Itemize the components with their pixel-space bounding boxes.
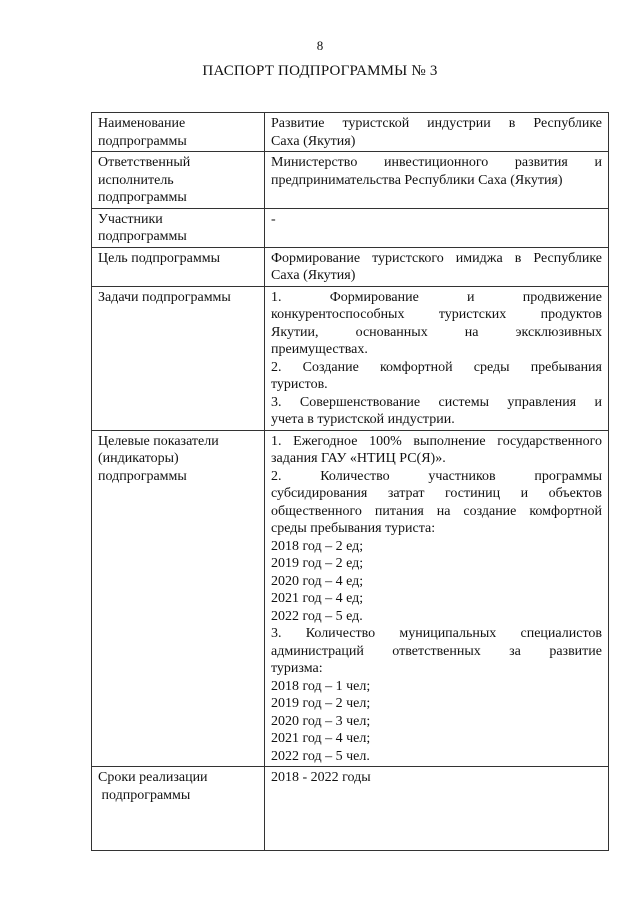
page-number: 8 (316, 38, 324, 53)
label-name (92, 113, 265, 152)
row-terms (92, 767, 609, 851)
label-line: Цель подпрограммы (98, 250, 220, 266)
value-line: 2. Создание комфортной среды пребывания (271, 359, 602, 375)
label-line: подпрограммы (98, 190, 187, 205)
label-indicators (92, 430, 265, 767)
value-line: Министерство инвестиционного развития и (271, 155, 602, 170)
row-tasks (92, 286, 609, 430)
label-line: Наименование (98, 116, 186, 131)
label-line: Сроки реализации (98, 770, 208, 785)
value-line: 2022 год – 5 чел. (271, 748, 370, 764)
value-line: Формирование туристского имиджа в Республике (271, 250, 602, 266)
value-line: субсидирования затрат гостиниц и объектов (271, 486, 602, 501)
value-line: учета в туристской индустрии. (271, 412, 455, 427)
label-line: подпрограммы (98, 133, 187, 149)
value-line: 2021 год – 4 чел; (271, 731, 371, 746)
value-line: 2018 год – 1 чел; (271, 678, 371, 694)
value-participants (265, 208, 609, 247)
passport-table (91, 112, 609, 851)
label-participants (92, 208, 265, 247)
value-line: Саха (Якутия) (271, 133, 356, 149)
label-line: Участники (98, 211, 163, 227)
value-line: среды пребывания туриста: (271, 521, 436, 536)
value-line: 2. Количество участников программы (271, 468, 602, 484)
label-terms (92, 767, 265, 851)
label-goal (92, 247, 265, 286)
value-line: Якутии, основанных на эксклюзивных (271, 324, 602, 340)
label-line: Целевые показатели (98, 433, 219, 449)
value-line: 3. Количество муниципальных специалистов (271, 626, 602, 641)
label-line: подпрограммы (98, 468, 187, 484)
row-name (92, 113, 609, 152)
value-line: 2020 год – 3 чел; (271, 713, 371, 729)
value-line: туризма: (271, 661, 323, 676)
value-line: 1. Формирование и продвижение (271, 289, 602, 305)
value-goal (265, 247, 609, 286)
value-line: Развитие туристской индустрии в Республике (271, 116, 602, 131)
value-line: 2021 год – 4 ед; (271, 591, 364, 606)
value-tasks (265, 286, 609, 430)
row-goal (92, 247, 609, 286)
value-indicators (265, 430, 609, 767)
value-line: 2019 год – 2 чел; (271, 696, 371, 711)
value-executor (265, 152, 609, 209)
value-line: общественного питания на создание комфортной (271, 503, 602, 519)
label-line: (индикаторы) (98, 451, 179, 466)
value-line: 2020 год – 4 ед; (271, 573, 364, 589)
label-tasks (92, 286, 265, 430)
label-line: исполнитель (98, 172, 174, 188)
row-participants (92, 208, 609, 247)
value-line: туристов. (271, 377, 328, 392)
value-line: администраций ответственных за развитие (271, 643, 602, 659)
value-line: 1. Ежегодное 100% выполнение государственного (271, 433, 602, 449)
value-line: 3. Совершенствование системы управления и (271, 394, 602, 410)
value-line: предпринимательства Республики Саха (Якутия) (271, 172, 563, 188)
label-executor (92, 152, 265, 209)
label-line: Ответственный (98, 155, 191, 170)
value-line: 2018 - 2022 годы (271, 770, 371, 785)
value-dash: - (271, 211, 276, 227)
value-line: 2018 год – 2 ед; (271, 538, 364, 554)
value-line: 2019 год – 2 ед; (271, 556, 364, 571)
value-line: конкурентоспособных туристских продуктов (271, 307, 602, 322)
label-line: Задачи подпрограммы (98, 289, 231, 305)
document-title: ПАСПОРТ ПОДПРОГРАММЫ № 3 (202, 63, 438, 79)
value-line: задания ГАУ «НТИЦ РС(Я)». (271, 451, 446, 466)
row-indicators (92, 430, 609, 767)
value-line: Саха (Якутия) (271, 268, 356, 283)
value-line: преимуществах. (271, 342, 368, 357)
row-executor (92, 152, 609, 209)
value-name (265, 113, 609, 152)
value-line: 2022 год – 5 ед. (271, 608, 363, 624)
label-line: подпрограммы (98, 787, 191, 803)
label-line: подпрограммы (98, 229, 187, 244)
value-terms (265, 767, 609, 851)
